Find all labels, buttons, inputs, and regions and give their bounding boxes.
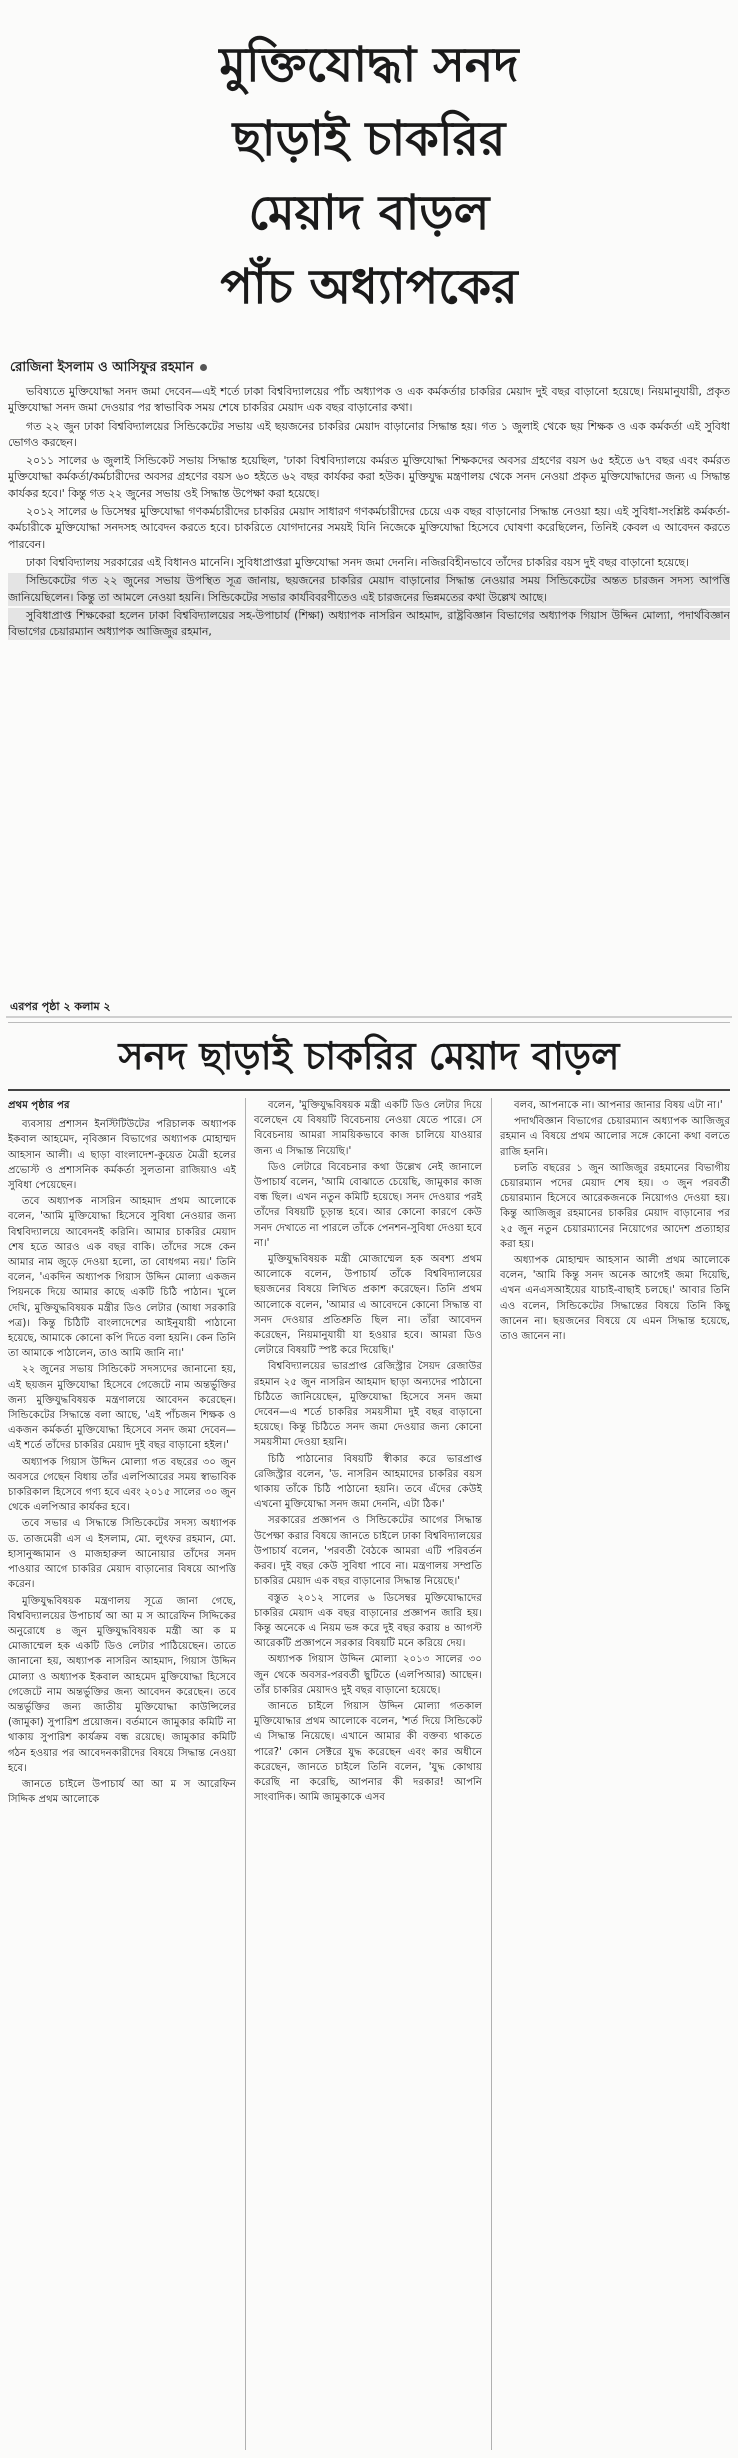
column-paragraph: জানতে চাইলে উপাচার্য আ আ ম স আরেফিন সিদ্দিক প্রথম আলোকে bbox=[8, 1778, 236, 1806]
column-paragraph: সরকারের প্রজ্ঞাপন ও সিন্ডিকেটের আগের সিদ্ধান্ত উপেক্ষা করার বিষয়ে জানতে চাইলে ঢাকা বিশ্ববিদ্যালয়ের উপাচার্য বলেন, 'পরবর্তী বৈঠকে আমরা এটি পরিবর্তন করব। দুই বছর কেউ সুবিধা পাবে না। মন্ত্রণালয় সম্প্রতি চাকরির মেয়াদ এক বছর বাড়ানোর সিদ্ধান্ত নিয়েছে।' bbox=[254, 1515, 482, 1588]
column-paragraph: মুক্তিযুদ্ধবিষয়ক মন্ত্রণালয় সূত্রে জানা গেছে, বিশ্ববিদ্যালয়ের উপাচার্য আ আ ম স আরেফিন সিদ্দিকের অনুরোধে ৪ জুন মুক্তিযুদ্ধবিষয়ক মন্ত্রী আ ক ম মোজাম্মেল হক একটি ডিও লেটার পাঠিয়েছেন। তাতে জানানো হয়, অধ্যাপক নাসরিন আহমাদ, গিয়াস উদ্দিন মোল্যা ও অধ্যাপক ইকবাল আহমেদ মুক্তিযোদ্ধা হিসেবে গেজেটে নাম অন্তর্ভুক্তির জন্য আবেদন করেছেন। তবে অন্তর্ভুক্তির জন্য জাতীয় মুক্তিযোদ্ধা কাউন্সিলের (জামুকা) সুপারিশ প্রয়োজন। বর্তমানে জামুকার কমিটি না থাকায় সুপারিশ কার্যক্রম বন্ধ রয়েছে। জামুকার কমিটি গঠন হওয়ার পর আবেদনকারীদের বিষয়ে সিদ্ধান্ত নেওয়া হবে। bbox=[8, 1595, 236, 1774]
section-divider bbox=[6, 1016, 732, 1018]
column-paragraph: মুক্তিযুদ্ধবিষয়ক মন্ত্রী মোজাম্মেল হক অবশ্য প্রথম আলোকে বলেন, উপাচার্য তাঁকে বিশ্ববিদ্যালয়ের ছয়জনের বিষয়ে লিখিত প্রকাশ করেছেন। তিনি প্রথম আলোকে বলেন, 'আমার এ আবেদনে কোনো সিদ্ধান্ত বা সনদ দেওয়ার প্রতিশ্রুতি ছিল না। তাঁরা আবেদন করেছেন, নিয়মানুযায়ী যা হওয়ার হবে। আমরা ডিও লেটারে বিষয়টি স্পষ্ট করে দিয়েছি।' bbox=[254, 1254, 482, 1357]
column-rule bbox=[245, 1098, 246, 2450]
intro-paragraph: ঢাকা বিশ্ববিদ্যালয় সরকারের এই বিধানও মানেনি। সুবিধাপ্রাপ্তরা মুক্তিযোদ্ধা সনদ জমা দেননি। নজিরবিহীনভাবে তাঁদের চাকরির বয়স দুই বছর বাড়ানো হয়েছে। bbox=[26, 555, 689, 569]
intro-paragraph: ভবিষ্যতে মুক্তিযোদ্ধা সনদ জমা দেবেন—এই শর্তে ঢাকা বিশ্ববিদ্যালয়ের পাঁচ অধ্যাপক ও এক কর্মকর্তার চাকরির মেয়াদ দুই বছর বাড়ানো হয়েছে। নিয়মানুযায়ী, প্রকৃত মুক্তিযোদ্ধা সনদ জমা দেওয়ার পর স্বাভাবিক সময় শেষে চাকরির মেয়াদ এক বছর বাড়ানোর কথা। bbox=[8, 385, 730, 415]
headline-line-1: মুক্তিযোদ্ধা সনদ bbox=[219, 37, 519, 93]
column-paragraph: বস্তুত ২০১২ সালের ৬ ডিসেম্বর মুক্তিযোদ্ধাদের চাকরির মেয়াদ এক বছর বাড়ানোর প্রজ্ঞাপন জারি হয়। কিন্তু অনেকে এ নিয়ম ভঙ্গ করে দুই বছর করায় ৪ আগস্ট আরেকটি প্রজ্ঞাপনে সরকার বিষয়টি মনে করিয়ে দেয়। bbox=[254, 1592, 482, 1650]
column-paragraph: চিঠি পাঠানোর বিষয়টি স্বীকার করে ভারপ্রাপ্ত রেজিস্ট্রার বলেন, 'ড. নাসরিন আহমাদের চাকরির বয়স থাকায় তাঁকে চিঠি পাঠানো হয়নি। তবে এঁদের কেউই এখনো মুক্তিযোদ্ধা সনদ জমা দেননি, এটা ঠিক।' bbox=[254, 1453, 482, 1511]
intro-paragraph: ২০১২ সালের ৬ ডিসেম্বর মুক্তিযোদ্ধা গণকর্মচারীদের চাকরির মেয়াদ সাধারণ গণকর্মচারীদের চেয়ে এক বছর বাড়ানোর সিদ্ধান্ত নেওয়া হয়। এই সুবিধা-সংশ্লিষ্ট কর্মকর্তা-কর্মচারীকে মুক্তিযোদ্ধা সনদসহ আবেদন করতে হবে। চাকরিতে যোগদানের সময়ই যিনি নিজেকে মুক্তিযোদ্ধা হিসেবে ঘোষণা করেছিলেন, তিনিই কেবল এ আবেদন করতে পারবেন। bbox=[8, 505, 730, 551]
column-paragraph: বলব, আপনাকে না। আপনার জানার বিষয় এটা না।' bbox=[514, 1100, 723, 1111]
headline-line-2: ছাড়াই চাকরির bbox=[232, 111, 506, 167]
intro-body bbox=[8, 384, 730, 980]
column-paragraph: বলেন, 'মুক্তিযুদ্ধবিষয়ক মন্ত্রী একটি ডিও লেটার দিয়ে বলেছেন যে বিষয়টি বিবেচনায় নেওয়া যেতে পারে। সে বিবেচনায় আমরা সাময়িকভাবে কাজ চালিয়ে যাওয়ার জন্য এ সিদ্ধান্ত নিয়েছি।' bbox=[254, 1100, 482, 1157]
column-paragraph: পদার্থবিজ্ঞান বিভাগের চেয়ারম্যান অধ্যাপক আজিজুর রহমান এ বিষয়ে প্রথম আলোর সঙ্গে কোনো কথা বলতে রাজি হননি। bbox=[500, 1116, 730, 1158]
column-paragraph: ব্যবসায় প্রশাসন ইনস্টিটিউটের পরিচালক অধ্যাপক ইকবাল আহমেদ, নৃবিজ্ঞান বিভাগের অধ্যাপক মোহাম্মদ আহসান আলী। এ ছাড়া বাংলাদেশ-কুয়েত মৈত্রী হলের প্রভোস্ট ও প্রশাসনিক কর্মকর্তা সুলতানা রাজিয়াও এই সুবিধা পেয়েছেন। bbox=[8, 1119, 236, 1192]
column-paragraph: অধ্যাপক মোহাম্মদ আহসান আলী প্রথম আলোকে বলেন, 'আমি কিন্তু সনদ অনেক আগেই জমা দিয়েছি, এখন এনএসআইয়ের যাচাই-বাছাই চলছে।' আবার তিনি এও বলেন, সিন্ডিকেটের সিদ্ধান্তের বিষয়ে তিনি কিছু জানেন না। ছয়জনের বিষয়ে যে এমন সিদ্ধান্ত হয়েছে, তাও জানেন না। bbox=[500, 1255, 730, 1343]
column-paragraph: অধ্যাপক গিয়াস উদ্দিন মোল্যা গত বছরের ৩০ জুন অবসরে গেছেন বিধায় তাঁর এলপিআরের সময় স্বাভাবিক চাকরিকাল হিসেবে গণ্য হবে এবং ২০১৫ সালের ৩০ জুন থেকে এলপিআর কার্যকর হবে। bbox=[8, 1456, 236, 1514]
column-paragraph: ২২ জুনের সভায় সিন্ডিকেট সদস্যদের জানানো হয়, এই ছয়জন মুক্তিযোদ্ধা হিসেবে গেজেটে নাম অন্তর্ভুক্তির জন্য মুক্তিযুদ্ধবিষয়ক মন্ত্রণালয়ে আবেদন করেছেন। সিন্ডিকেটের সিদ্ধান্তে বলা আছে, 'এই পাঁচজন শিক্ষক ও একজন কর্মকর্তা মুক্তিযোদ্ধা হিসেবে সনদ জমা দেবেন—এই শর্তে তাঁদের চাকরির মেয়াদ দুই বছর বাড়ানো হইল।' bbox=[8, 1364, 236, 1452]
column-paragraph: চলতি বছরের ১ জুন আজিজুর রহমানের বিভাগীয় চেয়ারম্যান পদের মেয়াদ শেষ হয়। ৩ জুন পরবর্তী চেয়ারম্যান হিসেবে আরেকজনকে নিয়োগও দেওয়া হয়। কিন্তু আজিজুর রহমানের চাকরির মেয়াদ বাড়ানোর পর ২৫ জুন নতুন চেয়ারম্যানের নিয়োগের আদেশ প্রত্যাহার করা হয়। bbox=[500, 1162, 730, 1250]
headline-line-4: পাঁচ অধ্যাপকের bbox=[220, 259, 518, 315]
byline bbox=[10, 358, 730, 379]
continued-note: এরপর পৃষ্ঠা ২ কলাম ২ bbox=[10, 1000, 111, 1013]
column-2 bbox=[254, 1098, 482, 2450]
bullet-icon bbox=[200, 364, 207, 371]
column-paragraph: ডিও লেটারে বিবেচনার কথা উল্লেখ নেই জানালে উপাচার্য বলেন, 'আমি বোঝাতে চেয়েছি, জামুকার কাজ বন্ধ ছিল। এখন নতুন কমিটি হয়েছে। সনদ দেওয়ার পরই তাঁদের বিষয়টি চূড়ান্ত হবে। আর কোনো কারণে কেউ সনদ দেখাতে না পারলে তাঁকে পেনশন-সুবিধা দেওয়া হবে না।' bbox=[254, 1161, 482, 1249]
intro-paragraph: সিন্ডিকেটের গত ২২ জুনের সভায় উপস্থিত সূত্র জানায়, ছয়জনের চাকরির মেয়াদ বাড়ানোর সিদ্ধান্ত নেওয়ার সময় সিন্ডিকেটের অন্তত চারজন সদস্য আপত্তি জানিয়েছিলেন। কিন্তু তা আমলে নেওয়া হয়নি। সিন্ডিকেটের সভার কার্যবিবরণীতেও এই চারজনের ভিন্নমতের কথা উল্লেখ আছে। bbox=[8, 573, 730, 606]
headline-line-3: মেয়াদ বাড়ল bbox=[248, 185, 490, 241]
continuation-headline: সনদ ছাড়াই চাকরির মেয়াদ বাড়ল bbox=[8, 1022, 730, 1091]
column-paragraph: তবে অধ্যাপক নাসরিন আহমাদ প্রথম আলোকে বলেন, 'আমি মুক্তিযোদ্ধা হিসেবে সুবিধা নেওয়ার জন্য বিশ্ববিদ্যালয়ে আবেদনই করিনি। আমার চাকরির মেয়াদ শেষ হতে আরও এক বছর বাকি। তাঁদের সঙ্গে কেন আমার নাম জুড়ে দেওয়া হলো, তা বোধগম্য নয়।' তিনি বলেন, 'একদিন অধ্যাপক গিয়াস উদ্দিন মোল্যা একজন পিয়নকে দিয়ে আমার কাছে একটি চিঠি পাঠান। খুলে দেখি, মুক্তিযুদ্ধবিষয়ক মন্ত্রীর ডিও লেটার (আধা সরকারি পত্র)। কিন্তু চিঠিটি বাংলাদেশের আইনুযায়ী পাঠানো হয়েছে, আমাকে কোনো কপি দিতে বলা হয়নি। কেন তিনি তা আমাকে পাঠালেন, তাও আমি জানি না।' bbox=[8, 1196, 236, 1360]
column-paragraph: অধ্যাপক গিয়াস উদ্দিন মোল্যা ২০১৩ সালের ৩০ জুন থেকে অবসর-পরবর্তী ছুটিতে (এলপিআর) আছেন। তাঁর চাকরির মেয়াদও দুই বছর বাড়ানো হয়েছে। bbox=[254, 1654, 482, 1696]
column-1 bbox=[8, 1098, 236, 2450]
headline bbox=[8, 28, 730, 324]
column-3 bbox=[500, 1098, 730, 2450]
column-paragraph: বিশ্ববিদ্যালয়ের ভারপ্রাপ্ত রেজিস্ট্রার সৈয়দ রেজাউর রহমান ২৫ জুন নাসরিন আহমাদ ছাড়া অন্যদের পাঠানো চিঠিতে জানিয়েছেন, মুক্তিযোদ্ধা হিসেবে সনদ জমা দেবেন—এ শর্তে চাকরির সময়সীমা দুই বছর বাড়ানো হয়েছে। কিন্তু চিঠিতে সনদ জমা দেওয়ার জন্য কোনো সময়সীমা দেওয়া হয়নি। bbox=[254, 1361, 482, 1449]
intro-paragraph: ২০১১ সালের ৬ জুলাই সিন্ডিকেট সভায় সিদ্ধান্ত হয়েছিল, 'ঢাকা বিশ্ববিদ্যালয়ে কর্মরত মুক্তিযোদ্ধা শিক্ষকদের অবসর গ্রহণের বয়স ৬৫ হইতে ৬৭ বছর এবং কর্মরত মুক্তিযোদ্ধা কর্মকর্তা/কর্মচারীদের অবসর গ্রহণের বয়স ৬০ হইতে ৬২ বছর কার্যকর করা হউক। মুক্তিযুদ্ধ মন্ত্রণালয় থেকে সনদ নেওয়া প্রকৃত মুক্তিযোদ্ধাদের জন্য এ সিদ্ধান্ত কার্যকর হবে।' কিন্তু গত ২২ জুনের সভায় ওই সিদ্ধান্ত উপেক্ষা করা হয়েছে। bbox=[8, 454, 730, 500]
column-paragraph: জানতে চাইলে গিয়াস উদ্দিন মোল্যা গতকাল মুক্তিযোদ্ধার প্রথম আলোকে বলেন, 'শর্ত দিয়ে সিন্ডিকেট এ সিদ্ধান্ত নিয়েছে। এখানে আমার কী বক্তব্য থাকতে পারে?' কোন সেক্টরে যুদ্ধ করেছেন এবং কার অধীনে করেছেন, জানতে চাইলে তিনি বলেন, 'যুদ্ধ কোথায় করেছি না করেছি, আপনার কী দরকার! আপনি সাংবাদিক। আমি জামুকাকে এসব bbox=[254, 1700, 482, 1804]
column-paragraph: তবে সভার এ সিদ্ধান্তে সিন্ডিকেটের সদস্য অধ্যাপক ড. তাজমেরী এস এ ইসলাম, মো. লুৎফর রহমান, মো. হাসানুজ্জামান ও মাজহারুল আনোয়ার তাঁদের সনদ পাওয়ার আগে চাকরির মেয়াদ বাড়ানোর বিষয়ে আপত্তি করেন। bbox=[8, 1518, 236, 1591]
continued-from-label: প্রথম পৃষ্ঠার পর bbox=[8, 1100, 70, 1111]
intro-paragraph: সুবিধাপ্রাপ্ত শিক্ষকেরা হলেন ঢাকা বিশ্ববিদ্যালয়ের সহ-উপাচার্য (শিক্ষা) অধ্যাপক নাসরিন আহমাদ, রাষ্ট্রবিজ্ঞান বিভাগের অধ্যাপক গিয়াস উদ্দিন মোল্যা, পদার্থবিজ্ঞান বিভাগের চেয়ারম্যান অধ্যাপক আজিজুর রহমান, bbox=[8, 608, 730, 641]
byline-authors: রোজিনা ইসলাম ও আসিফুর রহমান bbox=[10, 360, 194, 375]
intro-paragraph: গত ২২ জুন ঢাকা বিশ্ববিদ্যালয়ের সিন্ডিকেটের সভায় এই ছয়জনের চাকরির মেয়াদ বাড়ানোর সিদ্ধান্ত হয়। গত ১ জুলাই থেকে ছয় শিক্ষক ও এক কর্মকর্তা এই সুবিধা ভোগও করছেন। bbox=[8, 419, 730, 449]
column-rule bbox=[491, 1098, 492, 2450]
